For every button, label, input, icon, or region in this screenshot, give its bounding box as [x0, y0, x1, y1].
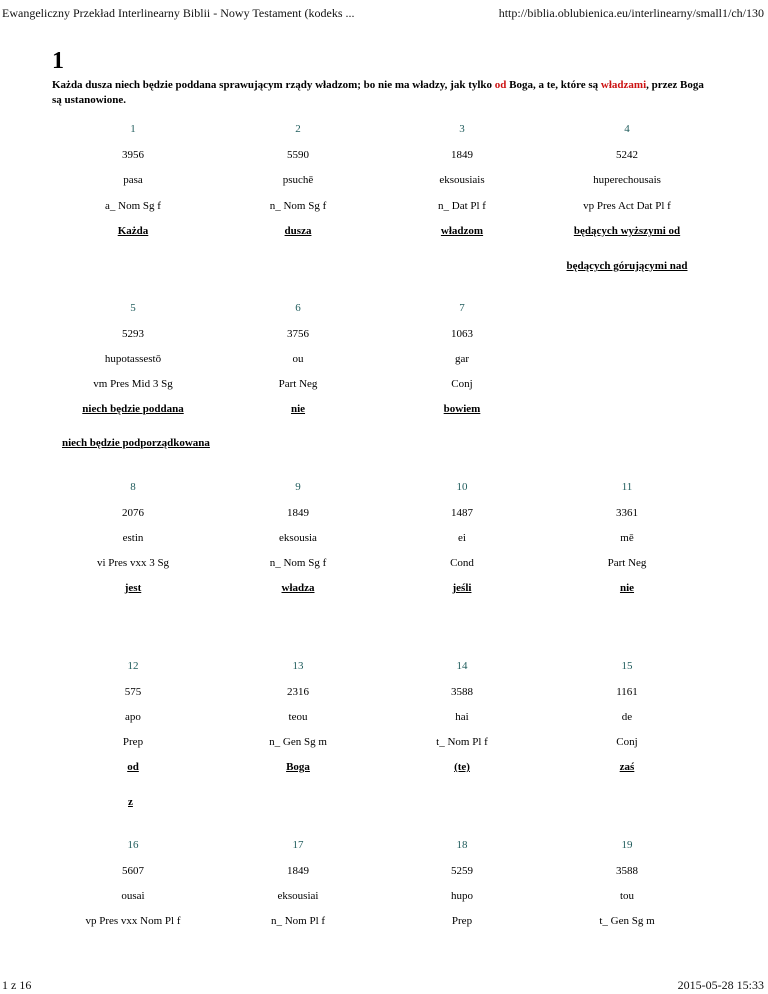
strong-number[interactable]: 3956 [122, 149, 144, 161]
word-number: 18 [456, 839, 468, 851]
polish-translation[interactable]: (te) [454, 761, 470, 773]
word-number: 17 [292, 839, 304, 851]
word-number: 19 [621, 839, 633, 851]
word-number: 12 [127, 660, 139, 672]
polish-translation[interactable]: nie [619, 582, 635, 594]
verse-text [52, 78, 712, 108]
greek-word: eksousiais [439, 174, 485, 186]
greek-word: de [621, 711, 633, 723]
polish-translation-alt[interactable]: będących górującymi nad [566, 260, 688, 272]
strong-number[interactable]: 1161 [616, 686, 638, 698]
greek-word: eksousia [279, 532, 317, 544]
word-number: 6 [295, 302, 301, 314]
strong-number[interactable]: 575 [124, 686, 142, 698]
polish-translation[interactable]: Boga [286, 761, 310, 773]
word-number: 11 [621, 481, 633, 493]
strong-number[interactable]: 5293 [122, 328, 144, 340]
greek-word: eksousiai [277, 890, 319, 902]
word-number: 15 [621, 660, 633, 672]
verse-text-part: Boga, a te, które są [506, 79, 601, 91]
word-number: 7 [459, 302, 465, 314]
morphology: a_ Nom Sg f [105, 200, 161, 212]
morphology: Part Neg [278, 378, 318, 390]
word-number: 2 [295, 123, 301, 135]
strong-number[interactable]: 1849 [287, 507, 309, 519]
morphology: vm Pres Mid 3 Sg [93, 378, 173, 390]
strong-number[interactable]: 1849 [287, 865, 309, 877]
polish-translation[interactable]: niech będzie poddana [82, 403, 184, 415]
polish-translation-alt[interactable]: z [128, 796, 133, 808]
polish-translation[interactable]: od [127, 761, 139, 773]
polish-translation[interactable]: nie [290, 403, 306, 415]
greek-word: ei [458, 532, 466, 544]
word-number: 8 [130, 481, 136, 493]
morphology: t_ Gen Sg m [599, 915, 655, 927]
greek-word: mē [620, 532, 634, 544]
polish-translation[interactable]: bowiem [443, 403, 481, 415]
verse-number: 1 [52, 48, 64, 74]
morphology: vi Pres vxx 3 Sg [96, 557, 170, 569]
morphology: Part Neg [607, 557, 647, 569]
morphology: Conj [451, 378, 473, 390]
polish-translation[interactable]: władzom [440, 225, 484, 237]
page-header-title: Ewangeliczny Przekład Interlinearny Biblii - Nowy Testament (kodeks ... [2, 6, 355, 20]
page-header-url: http://biblia.oblubienica.eu/interlinearny/small1/ch/130 [498, 6, 764, 20]
morphology: Prep [122, 736, 144, 748]
greek-word: psuchē [282, 174, 314, 186]
strong-number[interactable]: 5242 [616, 149, 638, 161]
polish-translation[interactable]: zaś [619, 761, 635, 773]
strong-number[interactable]: 5607 [122, 865, 144, 877]
morphology: Prep [451, 915, 473, 927]
morphology: Conj [616, 736, 638, 748]
word-number: 10 [456, 481, 468, 493]
word-number: 1 [130, 123, 136, 135]
strong-number[interactable]: 5590 [287, 149, 309, 161]
strong-number[interactable]: 3588 [451, 686, 473, 698]
polish-translation[interactable]: władza [281, 582, 315, 594]
greek-word: hupo [451, 890, 473, 902]
morphology: vp Pres vxx Nom Pl f [85, 915, 181, 927]
strong-number[interactable]: 2316 [287, 686, 309, 698]
morphology: vp Pres Act Dat Pl f [583, 200, 671, 212]
greek-word: ousai [121, 890, 145, 902]
word-number: 5 [130, 302, 136, 314]
word-number: 4 [624, 123, 630, 135]
greek-word: gar [454, 353, 470, 365]
word-number: 13 [292, 660, 304, 672]
morphology: n_ Nom Pl f [270, 915, 326, 927]
greek-word: ou [292, 353, 304, 365]
greek-word: estin [122, 532, 144, 544]
strong-number[interactable]: 2076 [122, 507, 144, 519]
print-datetime: 2015-05-28 15:33 [677, 978, 764, 992]
greek-word: pasa [123, 174, 143, 186]
polish-translation[interactable]: Każda [117, 225, 149, 237]
morphology: n_ Gen Sg m [269, 736, 327, 748]
strong-number[interactable]: 1849 [451, 149, 473, 161]
strong-number[interactable]: 5259 [451, 865, 473, 877]
greek-word: tou [619, 890, 635, 902]
morphology: n_ Dat Pl f [438, 200, 486, 212]
word-number: 16 [127, 839, 139, 851]
strong-number[interactable]: 3361 [616, 507, 638, 519]
morphology: t_ Nom Pl f [436, 736, 488, 748]
polish-translation-alt[interactable]: niech będzie podporządkowana [62, 437, 210, 449]
polish-translation[interactable]: jest [124, 582, 142, 594]
strong-number[interactable]: 1063 [451, 328, 473, 340]
greek-word: hai [455, 711, 469, 723]
polish-translation[interactable]: jeśli [452, 582, 472, 594]
morphology: n_ Nom Sg f [269, 557, 327, 569]
greek-word: hupotassestō [104, 353, 162, 365]
morphology: n_ Nom Sg f [269, 200, 327, 212]
greek-word: huperechousais [593, 174, 661, 186]
polish-translation[interactable]: będących wyższymi od [573, 225, 681, 237]
word-number: 14 [456, 660, 468, 672]
greek-word: teou [288, 711, 308, 723]
verse-text-part: Każda dusza niech będzie poddana sprawującym rządy władzom; bo nie ma władzy, jak tylko [52, 79, 495, 91]
greek-word: apo [125, 711, 141, 723]
morphology: Cond [450, 557, 474, 569]
page-counter: 1 z 16 [2, 978, 32, 992]
strong-number[interactable]: 3588 [616, 865, 638, 877]
verse-highlight: władzami [600, 79, 647, 91]
polish-translation[interactable]: dusza [284, 225, 312, 237]
word-number: 3 [459, 123, 465, 135]
strong-number[interactable]: 1487 [451, 507, 473, 519]
verse-text-part: , przez Boga są ustanowione. [52, 79, 704, 106]
strong-number[interactable]: 3756 [287, 328, 309, 340]
verse-highlight: od [494, 79, 507, 91]
word-number: 9 [295, 481, 301, 493]
